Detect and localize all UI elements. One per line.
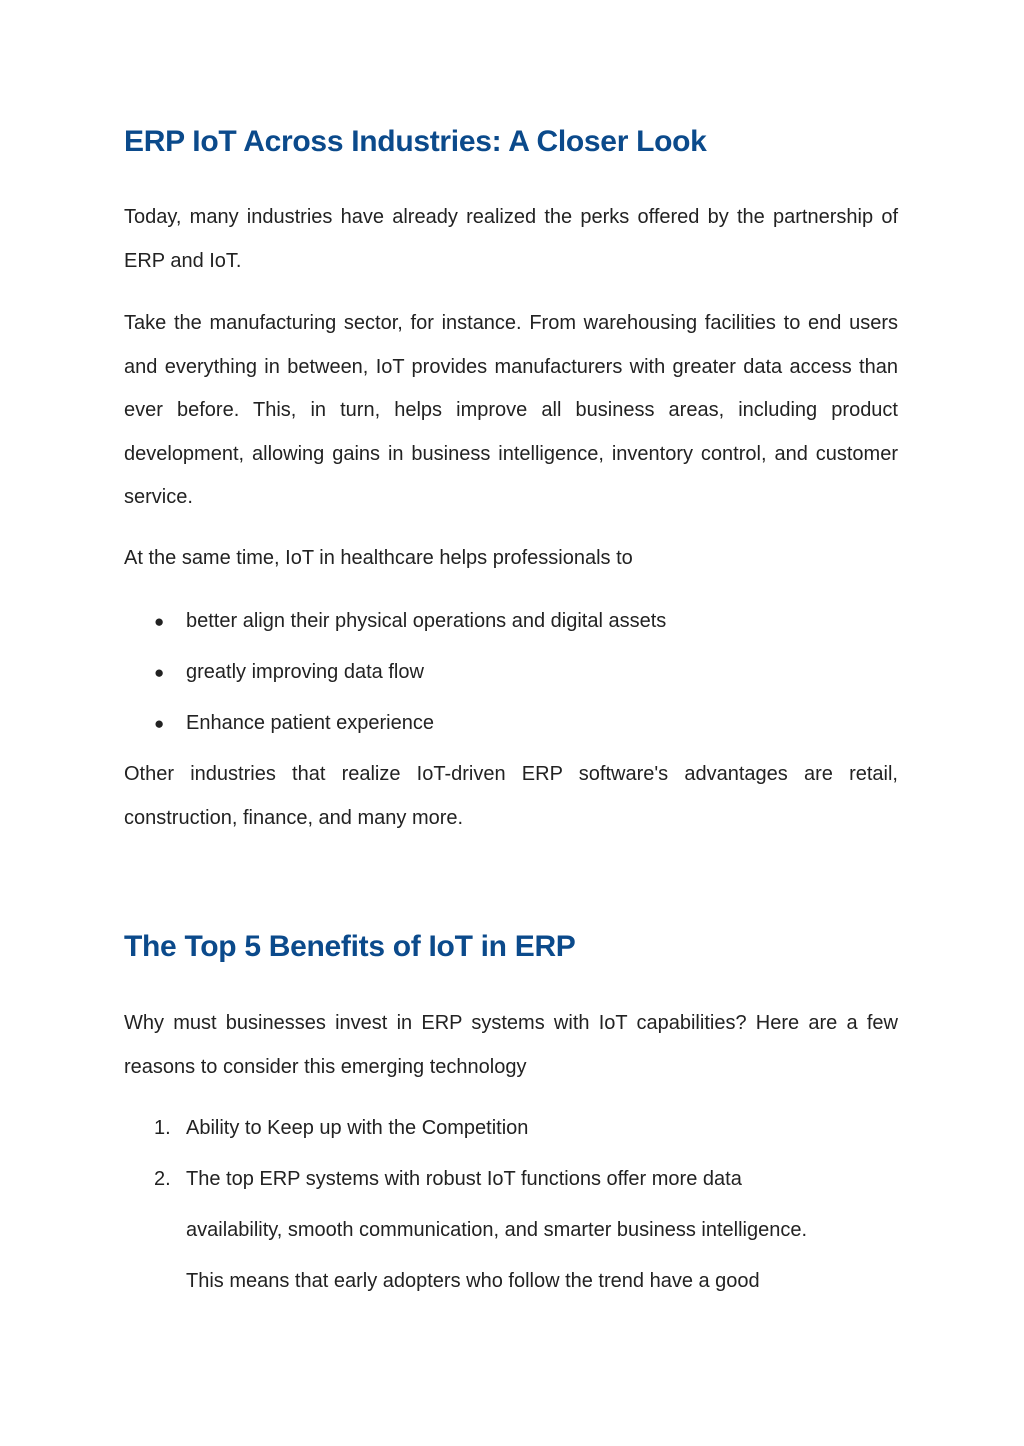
paragraph-other-industries: Other industries that realize IoT-driven ERP software's advantages are retail, construction, finance, and many more. bbox=[124, 763, 898, 829]
list-item-line: The top ERP systems with robust IoT functions offer more data bbox=[186, 1168, 742, 1190]
list-item-text: better align their physical operations and digital assets bbox=[186, 610, 667, 632]
list-number: 2. bbox=[154, 1168, 171, 1190]
list-item-line: availability, smooth communication, and smarter business intelligence. bbox=[186, 1219, 808, 1241]
list-item bbox=[124, 698, 898, 749]
list-item bbox=[124, 1103, 898, 1154]
list-item-line: This means that early adopters who follow the trend have a good bbox=[186, 1270, 760, 1292]
list-item bbox=[124, 647, 898, 698]
list-item-text: greatly improving data flow bbox=[186, 661, 424, 683]
list-item-text: Enhance patient experience bbox=[186, 712, 434, 734]
paragraph-intro: Today, many industries have already realized the perks offered by the partnership of ERP and IoT. bbox=[124, 206, 898, 272]
paragraph-why-invest: Why must businesses invest in ERP systems with IoT capabilities? Here are a few reasons to consider this emerging technology bbox=[124, 1012, 898, 1078]
list-item-text: Ability to Keep up with the Competition bbox=[186, 1117, 529, 1139]
bullet-icon: ● bbox=[154, 714, 165, 733]
benefits-numbered-list bbox=[124, 1103, 898, 1307]
section-heading-top-5-benefits: The Top 5 Benefits of IoT in ERP bbox=[124, 930, 576, 963]
paragraph-manufacturing: Take the manufacturing sector, for instance. From warehousing facilities to end users and everything in between, IoT provides manufacturers with greater data access than ever before. This, in turn, helps improve all business areas, including product development, allowing gains in business intelligence, inventory control, and customer service. bbox=[124, 312, 898, 508]
list-item bbox=[124, 1154, 898, 1307]
list-number: 1. bbox=[154, 1117, 171, 1139]
list-item bbox=[124, 596, 898, 647]
bullet-icon: ● bbox=[154, 612, 165, 631]
section-heading-erp-iot-industries: ERP IoT Across Industries: A Closer Look bbox=[124, 125, 707, 158]
paragraph-healthcare: At the same time, IoT in healthcare helps professionals to bbox=[124, 547, 633, 569]
bullet-icon: ● bbox=[154, 663, 165, 682]
healthcare-bullet-list bbox=[124, 596, 898, 749]
